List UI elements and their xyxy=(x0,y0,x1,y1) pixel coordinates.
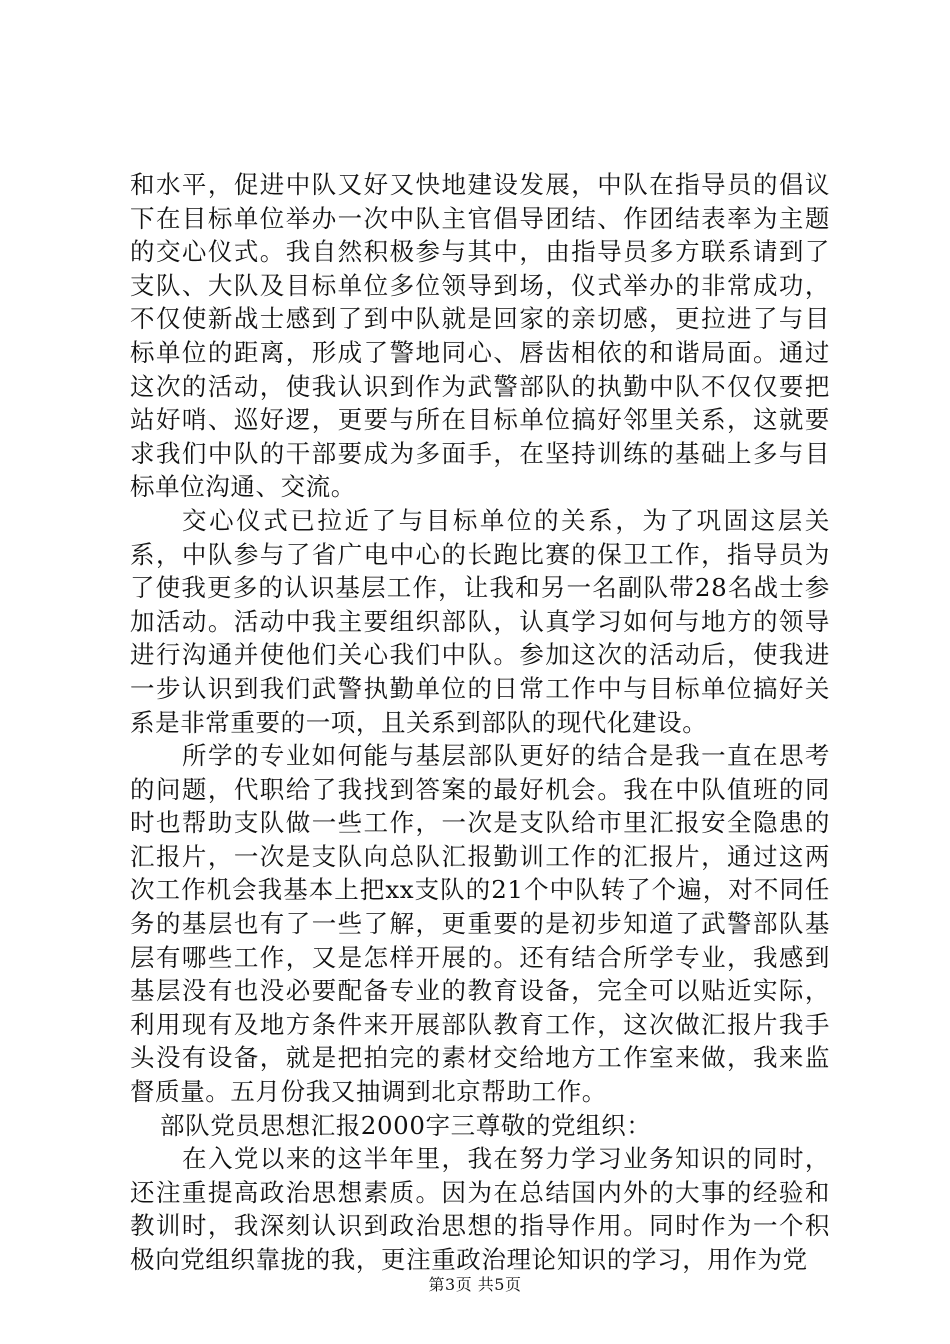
paragraph-major-and-grassroots: 所学的专业如何能与基层部队更好的结合是我一直在思考的问题，代职给了我找到答案的最好机会。我在中队值班的同时也帮助支队做一些工作，一次是支队给市里汇报安全隐患的汇报片，一次是支队向总队汇报勤训工作的汇报片，通过这两次工作机会我基本上把xx支队的21个中队转了个遍，对不同任务的基层也有了一些了解，更重要的是初步知道了武警部队基层有哪些工作，又是怎样开展的。还有结合所学专业，我感到基层没有也没必要配备专业的教育设备，完全可以贴近实际，利用现有及地方条件来开展部队教育工作，这次做汇报片我手头没有设备，就是把拍完的素材交给地方工作室来做，我来监督质量。五月份我又抽调到北京帮助工作。 xyxy=(130,741,830,1107)
paragraph-continuation: 和水平，促进中队又好又快地建设发展，中队在指导员的倡议下在目标单位举办一次中队主官倡导团结、作团结表率为主题的交心仪式。我自然积极参与其中，由指导员多方联系请到了支队、大队及目标单位多位领导到场，仪式举办的非常成功，不仅使新战士感到了到中队就是回家的亲切感，更拉进了与目标单位的距离，形成了警地同心、唇齿相依的和谐局面。通过这次的活动，使我认识到作为武警部队的执勤中队不仅仅要把站好哨、巡好逻，更要与所在目标单位搞好邻里关系，这就要求我们中队的干部要成为多面手，在坚持训练的基础上多与目标单位沟通、交流。 xyxy=(130,170,830,502)
document-body xyxy=(130,168,830,1277)
page-footer: 第3页 共5页 xyxy=(428,1275,522,1294)
paragraph-party-report: 在入党以来的这半年里，我在努力学习业务知识的同时，还注重提高政治思想素质。因为在总结国内外的大事的经验和教训时，我深刻认识到政治思想的指导作用。同时作为一个积极向党组织靠拢的我，更注重政治理论知识的学习，用作为党 xyxy=(130,1144,830,1274)
section-heading: 部队党员思想汇报2000字三尊敬的党组织： xyxy=(160,1110,652,1140)
paragraph-exchange-ceremony: 交心仪式已拉近了与目标单位的关系，为了巩固这层关系，中队参与了省广电中心的长跑比赛的保卫工作，指导员为了使我更多的认识基层工作，让我和另一名副队带28名战士参加活动。活动中我主要组织部队，认真学习如何与地方的领导进行沟通并使他们关心我们中队。参加这次的活动后，使我进一步认识到我们武警执勤单位的日常工作中与目标单位搞好关系是非常重要的一项，且关系到部队的现代化建设。 xyxy=(130,505,830,737)
